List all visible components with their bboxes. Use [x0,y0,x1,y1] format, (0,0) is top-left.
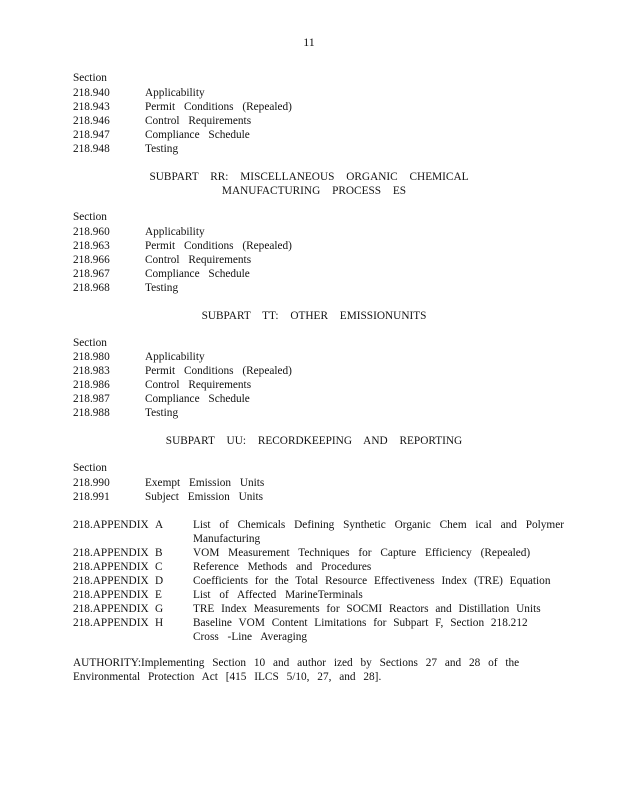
section-number: 218.947 [73,129,110,141]
section-number: 218.967 [73,268,110,280]
section-title: Testing [145,282,179,294]
section-number: 218.960 [73,226,110,238]
appendix-number: 218.APPENDIX [73,589,149,601]
appendix-letter: D [155,575,164,587]
section-title: Testing [145,407,179,419]
section-number: 218.988 [73,407,110,419]
appendix-letter: B [155,547,163,559]
section-number: 218.986 [73,379,110,391]
section-number: 218.946 [73,115,110,127]
appendix-letter: C [155,561,163,573]
section-label: Section [73,211,107,223]
section-title: Control Requirements [145,254,252,266]
section-number: 218.990 [73,477,110,489]
appendix-number: 218.APPENDIX [73,561,149,573]
section-number: 218.980 [73,351,110,363]
section-number: 218.963 [73,240,110,252]
appendix-title-continued: Manufacturing [193,533,261,545]
section-number: 218.991 [73,491,110,503]
subpart-heading: SUBPART TT: OTHER EMISSIONUNITS [201,310,427,322]
section-title: Permit Conditions (Repealed) [145,365,292,377]
section-number: 218.983 [73,365,110,377]
section-label: Section [73,72,107,84]
section-number: 218.948 [73,143,110,155]
section-label: Section [73,337,107,349]
section-title: Exempt Emission Units [145,477,265,489]
appendix-title: Reference Methods and Procedures [193,561,372,573]
page-number: 11 [303,35,315,49]
section-title: Compliance Schedule [145,393,250,405]
appendix-title: Baseline VOM Content Limitations for Subpart F, Section 218.212 [193,617,528,629]
authority-line: AUTHORITY:Implementing Section 10 and author ized by Sections 27 and 28 of the [73,657,520,669]
appendix-number: 218.APPENDIX [73,575,149,587]
subpart-heading-continued: MANUFACTURING PROCESS ES [221,185,407,197]
appendix-number: 218.APPENDIX [73,603,149,615]
appendix-letter: G [155,603,164,615]
appendix-number: 218.APPENDIX [73,617,149,629]
section-title: Permit Conditions (Repealed) [145,240,292,252]
section-number: 218.943 [73,101,110,113]
section-title: Testing [145,143,179,155]
appendix-title: Coefficients for the Total Resource Effectiveness Index (TRE) Equation [193,575,551,587]
appendix-title: List of Affected MarineTerminals [193,589,363,601]
appendix-title: VOM Measurement Techniques for Capture Efficiency (Repealed) [193,547,531,559]
section-number: 218.966 [73,254,110,266]
appendix-letter: E [155,589,162,601]
section-title: Control Requirements [145,115,252,127]
appendix-title: TRE Index Measurements for SOCMI Reactors and Distillation Units [193,603,541,615]
section-number: 218.968 [73,282,110,294]
section-title: Applicability [145,226,205,238]
section-title: Compliance Schedule [145,129,250,141]
appendix-number: 218.APPENDIX [73,519,149,531]
subpart-heading: SUBPART RR: MISCELLANEOUS ORGANIC CHEMICAL [149,171,469,183]
section-title: Subject Emission Units [145,491,264,503]
section-title: Applicability [145,351,205,363]
section-number: 218.987 [73,393,110,405]
section-label: Section [73,462,107,474]
authority-line: Environmental Protection Act [415 ILCS 5/10, 27, and 28]. [73,671,382,683]
appendix-title: List of Chemicals Defining Synthetic Organic Chem ical and Polymer [193,519,564,531]
authority-note [73,656,543,684]
appendix-letter: H [155,617,164,629]
subpart-heading: SUBPART UU: RECORDKEEPING AND REPORTING [165,435,463,447]
section-title: Permit Conditions (Repealed) [145,101,292,113]
appendix-number: 218.APPENDIX [73,547,149,559]
appendix-title-continued: Cross -Line Averaging [193,631,308,643]
section-title: Compliance Schedule [145,268,250,280]
section-number: 218.940 [73,87,110,99]
section-title: Control Requirements [145,379,252,391]
section-title: Applicability [145,87,205,99]
appendix-letter: A [155,519,164,531]
